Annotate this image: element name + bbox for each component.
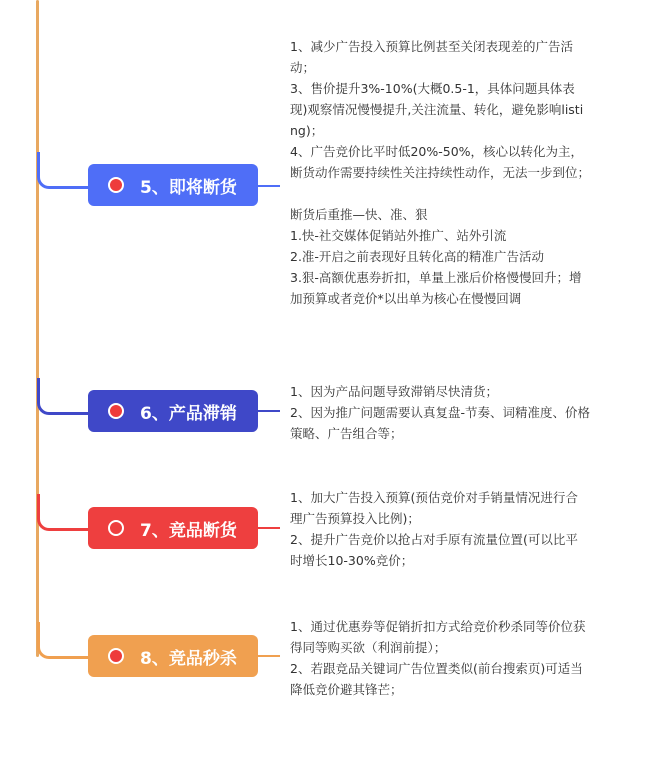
node-5-stockout-soon[interactable]	[88, 164, 258, 206]
node-label: 7、竞品断货	[140, 520, 237, 541]
node-label: 8、竞品秒杀	[140, 648, 237, 669]
note-8	[290, 616, 590, 700]
mindmap-trunk	[36, 0, 39, 657]
node-link-5	[258, 185, 280, 187]
red-circle-icon	[108, 403, 124, 419]
branch-connector-7	[37, 494, 92, 531]
branch-connector-6	[37, 378, 92, 415]
node-7-competitor-stockout[interactable]	[88, 507, 258, 549]
note-gap	[290, 183, 590, 204]
note-line: 1、通过优惠券等促销折扣方式给竞价秒杀同等价位获得同等购买欲（利润前提）；	[290, 619, 586, 655]
note-line: 2、提升广告竞价以抢占对手原有流量位置(可以比平时增长10-30%竞价；	[290, 532, 578, 568]
note-line: 1、因为产品问题导致滞销尽快清货；	[290, 384, 498, 399]
note-5	[290, 36, 590, 309]
hollow-circle-icon	[108, 520, 124, 536]
note-line: 1、加大广告投入预算(预估竞价对手销量情况进行合理广告预算投入比例)；	[290, 490, 578, 526]
node-link-8	[258, 655, 280, 657]
note-line: 4、广告竞价比平时低20%-50%，核心以转化为主，断货动作需要持续性关注持续性动作，无法一步到位；	[290, 144, 591, 180]
node-6-slow-selling[interactable]	[88, 390, 258, 432]
red-circle-icon	[108, 177, 124, 193]
note-6	[290, 381, 590, 444]
branch-connector-5	[37, 152, 92, 189]
node-link-7	[258, 527, 280, 529]
node-8-competitor-flash-sale[interactable]	[88, 635, 258, 677]
note-line: 2、因为推广问题需要认真复盘-节奏、词精准度、价格策略、广告组合等；	[290, 405, 590, 441]
node-label: 6、产品滞销	[140, 403, 237, 424]
note-line: 断货后重推—快、准、狠	[290, 207, 428, 222]
note-line: 3、售价提升3%-10%(大概0.5-1，具体问题具体表现)观察情况慢慢提升,关注流量、转化，避免影响listing)；	[290, 81, 584, 138]
note-line: 1.快-社交媒体促销站外推广、站外引流	[290, 228, 507, 243]
note-line: 2、若跟竞品关键词广告位置类似(前台搜索页)可适当降低竞价避其锋芒；	[290, 661, 583, 697]
node-link-6	[258, 410, 280, 412]
note-7	[290, 487, 590, 571]
note-line: 1、减少广告投入预算比例甚至关闭表现差的广告活动；	[290, 39, 573, 75]
note-line: 3.狠-高额优惠券折扣，单量上涨后价格慢慢回升；增加预算或者竞价*以出单为核心在慢慢回调	[290, 270, 582, 306]
branch-connector-8	[37, 622, 92, 659]
node-label: 5、即将断货	[140, 177, 237, 198]
note-line: 2.准-开启之前表现好且转化高的精准广告活动	[290, 249, 544, 264]
red-circle-icon	[108, 648, 124, 664]
